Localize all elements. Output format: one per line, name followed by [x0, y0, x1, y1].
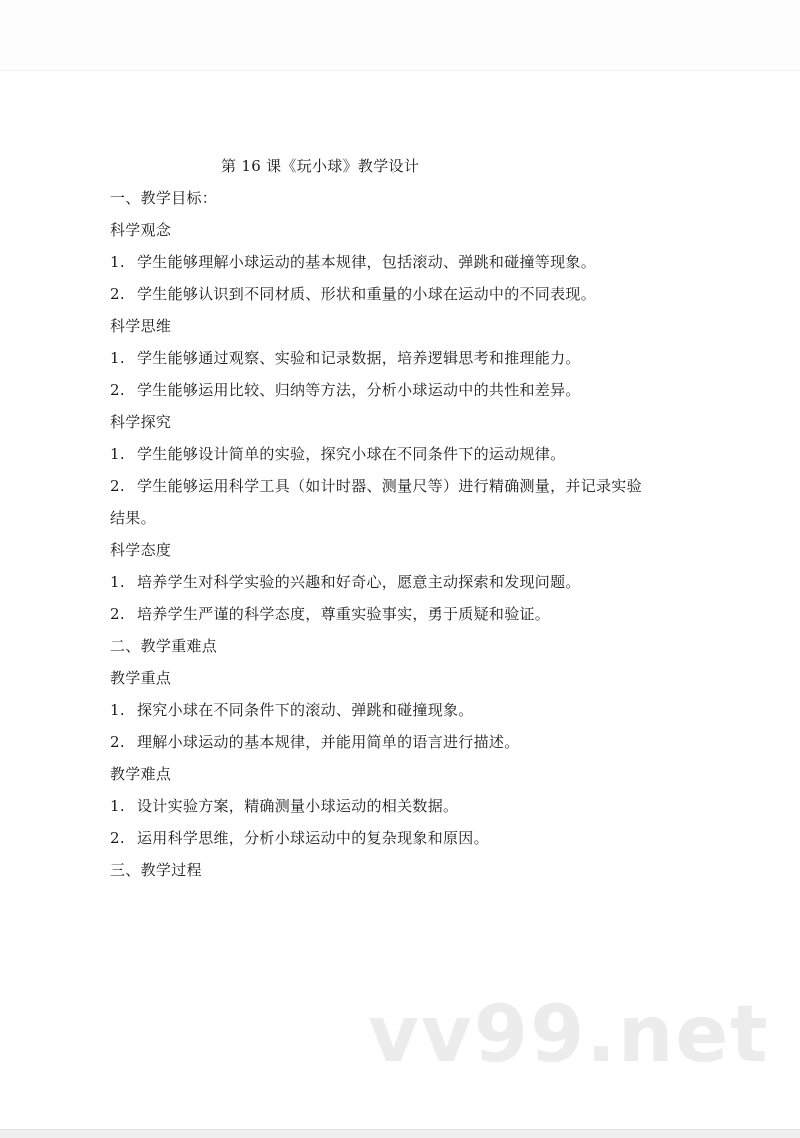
list-item	[110, 598, 710, 630]
item-text: 学生能够认识到不同材质、形状和重量的小球在运动中的不同表现。	[137, 285, 597, 303]
page-top-band	[0, 0, 800, 71]
list-item	[110, 566, 710, 598]
item-number: 1.	[110, 349, 125, 367]
watermark: vv99.net	[368, 990, 770, 1080]
section-heading-objectives: 一、教学目标：	[110, 189, 218, 207]
item-text: 设计实验方案，精确测量小球运动的相关数据。	[137, 797, 459, 815]
list-item	[110, 790, 710, 822]
list-item	[110, 694, 710, 726]
list-item	[110, 726, 710, 758]
subheading-thinking: 科学思维	[110, 317, 172, 335]
list-item	[110, 278, 710, 310]
list-item-continuation: 结果。	[110, 509, 156, 527]
section-heading-key-points: 二、教学重难点	[110, 637, 218, 655]
document-body	[110, 150, 710, 886]
item-number: 2.	[110, 381, 125, 399]
subheading-key: 教学重点	[110, 669, 172, 687]
list-item	[110, 374, 710, 406]
subheading-attitude: 科学态度	[110, 541, 172, 559]
subheading-concept: 科学观念	[110, 221, 172, 239]
item-number: 1.	[110, 797, 125, 815]
list-item	[110, 438, 710, 470]
item-text: 学生能够理解小球运动的基本规律，包括滚动、弹跳和碰撞等现象。	[137, 253, 597, 271]
item-text: 运用科学思维，分析小球运动中的复杂现象和原因。	[137, 829, 489, 847]
item-text: 学生能够运用比较、归纳等方法，分析小球运动中的共性和差异。	[137, 381, 581, 399]
section-heading-process: 三、教学过程	[110, 861, 202, 879]
item-number: 2.	[110, 605, 125, 623]
list-item	[110, 342, 710, 374]
item-number: 1.	[110, 573, 125, 591]
document-title: 第 16 课《玩小球》教学设计	[221, 157, 420, 175]
item-text: 理解小球运动的基本规律，并能用简单的语言进行描述。	[137, 733, 520, 751]
item-number: 2.	[110, 829, 125, 847]
subheading-difficult: 教学难点	[110, 765, 172, 783]
list-item	[110, 470, 710, 502]
item-number: 2.	[110, 477, 125, 495]
item-text: 学生能够通过观察、实验和记录数据，培养逻辑思考和推理能力。	[137, 349, 581, 367]
item-text: 培养学生严谨的科学态度，尊重实验事实，勇于质疑和验证。	[137, 605, 551, 623]
list-item	[110, 246, 710, 278]
item-number: 2.	[110, 733, 125, 751]
list-item	[110, 822, 710, 854]
subheading-inquiry: 科学探究	[110, 413, 172, 431]
item-text: 学生能够运用科学工具（如计时器、测量尺等）进行精确测量，并记录实验	[137, 477, 642, 495]
item-text: 学生能够设计简单的实验，探究小球在不同条件下的运动规律。	[137, 445, 566, 463]
item-number: 1.	[110, 701, 125, 719]
item-number: 2.	[110, 285, 125, 303]
item-number: 1.	[110, 253, 125, 271]
item-number: 1.	[110, 445, 125, 463]
item-text: 探究小球在不同条件下的滚动、弹跳和碰撞现象。	[137, 701, 474, 719]
item-text: 培养学生对科学实验的兴趣和好奇心，愿意主动探索和发现问题。	[137, 573, 581, 591]
